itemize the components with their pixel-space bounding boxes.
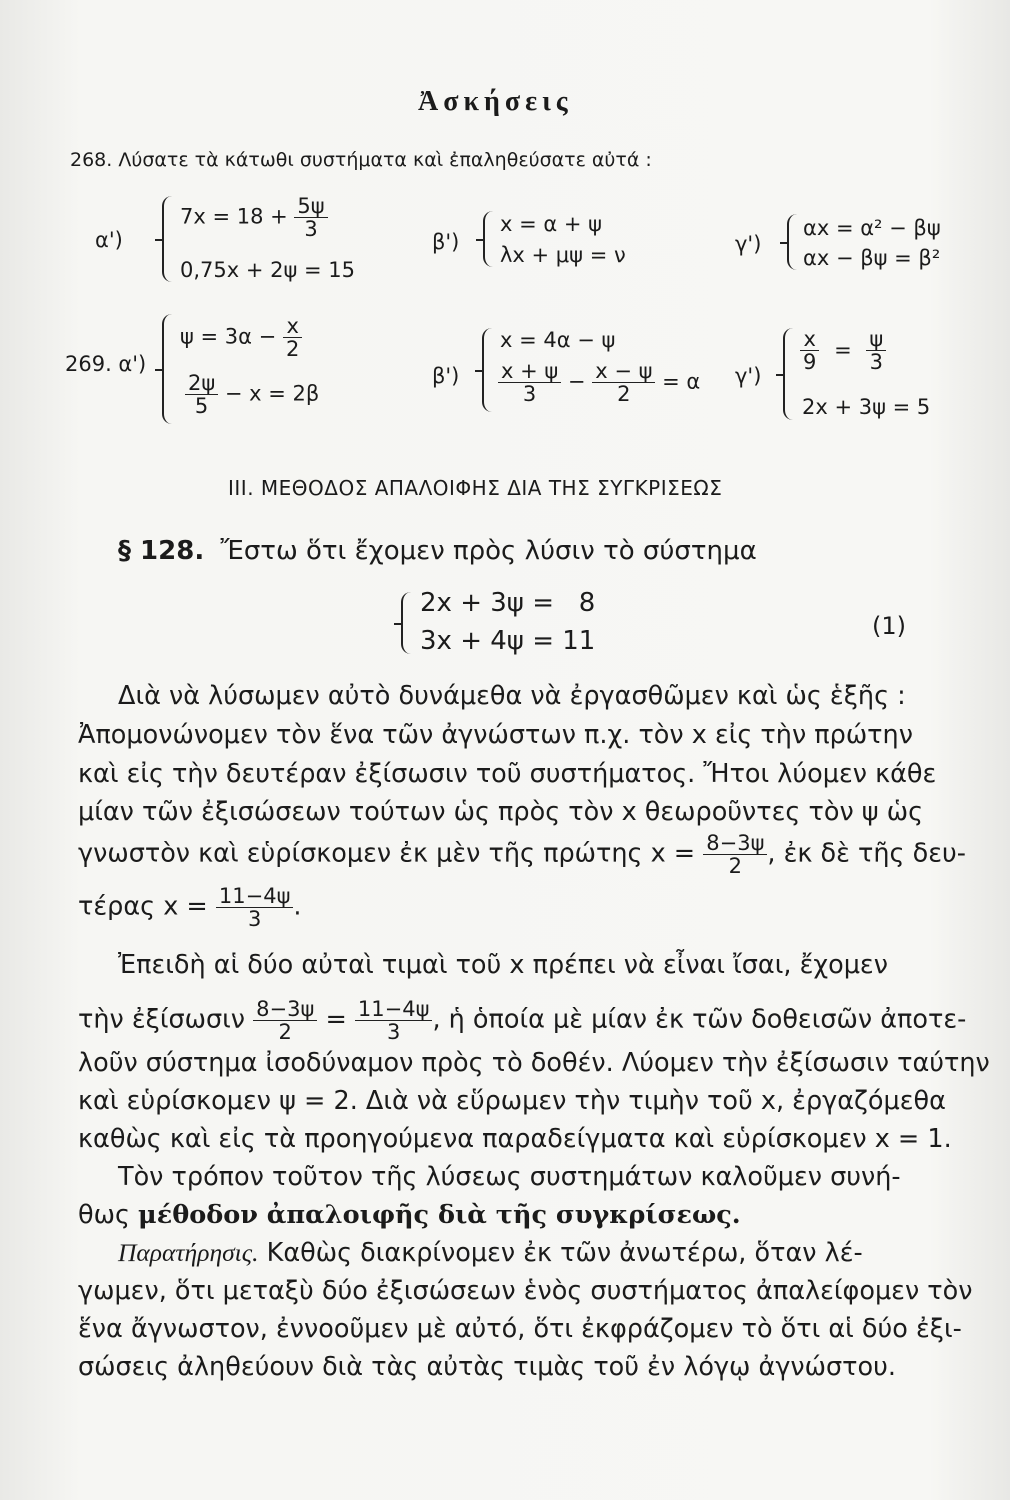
ex269-c-eq1-fraction-1 xyxy=(800,328,819,373)
fraction-numerator: x xyxy=(803,327,816,351)
fraction-denominator: 9 xyxy=(800,350,819,373)
body-line: μίαν τῶν ἐξισώσεων τούτων ὡς πρὸς τὸν x θεωροῦντες τὸν ψ ὡς xyxy=(78,797,924,827)
ex268-a-brace xyxy=(162,196,174,282)
ex269-a-eq1 xyxy=(180,315,302,360)
fraction-denominator: 2 xyxy=(592,382,655,405)
system-1-eq2: 3x + 4ψ = 11 xyxy=(420,626,596,656)
ex268-a-eq2: 0,75x + 2ψ = 15 xyxy=(180,258,356,282)
body-line: καθὼς καὶ εἰς τὰ προηγούμενα παραδείγματα καὶ εὑρίσκομεν x = 1. xyxy=(78,1124,952,1154)
body-line: καὶ εἰς τὴν δευτέραν ἐξίσωσιν τοῦ συστήματος. Ἤτοι λύομεν κάθε xyxy=(78,759,937,789)
body-line: ἕνα ἄγνωστον, ἐννοοῦμεν μὲ αὐτό, ὅτι ἐκφράζομεν τὸ ὅτι αἱ δύο ἐξι- xyxy=(78,1314,962,1344)
body-line: Τὸν τρόπον τοῦτον τῆς λύσεως συστημάτων καλοῦμεν συνή- xyxy=(118,1162,901,1192)
body-line-text: , ἡ ὁποία μὲ μίαν ἐκ τῶν δοθεισῶν ἀποτε- xyxy=(432,1004,967,1035)
body-line-text: τὴν ἐξίσωσιν xyxy=(78,1004,246,1035)
ex268-c-eq1: αx = α² − βψ xyxy=(803,216,941,240)
ex269-b-label: β') xyxy=(432,364,460,388)
body-line xyxy=(118,1234,918,1273)
body-line: λοῦν σύστημα ἰσοδύναμον πρὸς τὸ δοθέν. Λύομεν τὴν ἐξίσωσιν ταύτην xyxy=(78,1048,990,1078)
ex269-a-brace xyxy=(162,314,174,424)
body-line: Ἐπειδὴ αἱ δύο αὐταὶ τιμαὶ τοῦ x πρέπει νὰ εἶναι ἴσαι, ἔχομεν xyxy=(118,950,888,980)
ex268-a-eq1-fraction xyxy=(294,195,327,240)
body-line-text: , ἐκ δὲ τῆς δευ- xyxy=(767,838,966,869)
ex269-c-eq1 xyxy=(800,328,886,373)
body-line-text: γνωστὸν καὶ εὑρίσκομεν ἐκ μὲν τῆς πρώτης x = xyxy=(78,838,696,869)
ex268-c-brace xyxy=(787,214,797,270)
ex268-a-eq1 xyxy=(180,195,328,240)
body-line-text: θως xyxy=(78,1200,130,1230)
fraction-numerator: 5ψ xyxy=(297,194,325,218)
system-1-number: (1) xyxy=(872,612,906,640)
ex268-b-brace xyxy=(483,211,493,267)
ex269-label: 269. α') xyxy=(65,352,147,376)
ex269-b-eq2-fraction-2 xyxy=(592,360,655,405)
body-line-text: τέρας x = xyxy=(78,891,208,922)
remark-label: Παρατήρησις. xyxy=(118,1238,259,1267)
fraction-denominator: 3 xyxy=(498,382,561,405)
ex269-b-eq1: x = 4α − ψ xyxy=(500,328,616,352)
body-line: σώσεις ἀληθεύουν διὰ τὰς αὐτὰς τιμὰς τοῦ ἐν λόγῳ ἀγνώστου. xyxy=(78,1352,896,1382)
body-equals: = xyxy=(325,1004,347,1035)
system-1-brace xyxy=(401,592,413,654)
body-line xyxy=(78,1196,878,1235)
ex269-c-eq2: 2x + 3ψ = 5 xyxy=(802,395,931,419)
fraction-numerator: ψ xyxy=(869,327,884,351)
body-line-text: . xyxy=(293,891,302,922)
body-line xyxy=(78,831,966,879)
ex269-a-eq1-left: ψ = 3α − xyxy=(180,324,277,349)
fraction-numerator: 2ψ xyxy=(188,371,216,395)
ex269-c-eq1-fraction-2 xyxy=(866,328,886,373)
ex268-a-label: α') xyxy=(95,228,123,252)
ex268-b-eq2: λx + μψ = ν xyxy=(500,243,626,267)
section-heading: III. ΜΕΘΟΔΟΣ ΑΠΑΛΟΙΦΗΣ ΔΙΑ ΤΗΣ ΣΥΓΚΡΙΣΕΩΣ xyxy=(228,476,723,500)
body-line: καὶ εὑρίσκομεν ψ = 2. Διὰ νὰ εὕρωμεν τὴν τιμὴν τοῦ x, ἐργαζόμεθα xyxy=(78,1086,946,1116)
fraction-denominator: 2 xyxy=(283,337,302,360)
ex269-b-brace xyxy=(482,328,492,412)
ex269-c-eq1-equals: = xyxy=(834,337,852,362)
body-fraction xyxy=(703,832,767,877)
ex268-c-eq2: αx − βψ = β² xyxy=(803,246,941,270)
system-1-eq1: 2x + 3ψ = 8 xyxy=(420,588,596,618)
ex269-a-eq1-fraction xyxy=(283,315,302,360)
section-128-intro xyxy=(118,536,757,566)
ex269-b-eq2-fraction-1 xyxy=(498,360,561,405)
ex269-a-eq2-right: − x = 2β xyxy=(224,381,320,406)
fraction-denominator: 3 xyxy=(866,350,886,373)
fraction-denominator: 3 xyxy=(355,1020,433,1043)
exercises-title: Ἀσκήσεις xyxy=(418,86,573,117)
fraction-numerator: 11−4ψ xyxy=(357,997,430,1021)
section-128-mark: § 128. xyxy=(118,536,205,566)
body-line xyxy=(78,885,878,930)
body-line-text: Καθὼς διακρίνομεν ἐκ τῶν ἀνωτέρω, ὅταν λέ- xyxy=(266,1238,863,1268)
body-line: Διὰ νὰ λύσωμεν αὐτὸ δυνάμεθα νὰ ἐργασθῶμεν καὶ ὡς ἑξῆς : xyxy=(118,681,906,711)
fraction-numerator: x xyxy=(286,314,299,338)
section-128-intro-text: Ἔστω ὅτι ἔχομεν πρὸς λύσιν τὸ σύστημα xyxy=(220,536,757,566)
fraction-denominator: 3 xyxy=(216,907,294,930)
ex269-b-eq2 xyxy=(498,360,700,405)
ex269-c-brace xyxy=(783,328,793,420)
fraction-numerator: 8−3ψ xyxy=(706,831,765,855)
body-fraction xyxy=(216,885,294,930)
ex268-a-eq1-left: 7x = 18 + xyxy=(180,204,288,229)
body-line: Ἀπομονώνομεν τὸν ἕνα τῶν ἀγνώστων π.χ. τὸν x εἰς τὴν πρώτην xyxy=(78,720,913,750)
fraction-denominator: 3 xyxy=(294,217,327,240)
method-name-bold: μέθοδον ἀπαλοιφῆς διὰ τῆς συγκρίσεως. xyxy=(138,1200,741,1230)
ex269-b-eq2-right: = α xyxy=(662,369,701,394)
fraction-numerator: 8−3ψ xyxy=(256,997,315,1021)
ex269-c-label: γ') xyxy=(735,364,762,388)
fraction-numerator: x + ψ xyxy=(501,359,559,383)
body-line: γωμεν, ὅτι μεταξὺ δύο ἐξισώσεων ἑνὸς συστήματος ἀπαλείφομεν τὸν xyxy=(78,1276,973,1306)
fraction-denominator: 2 xyxy=(703,854,767,877)
fraction-denominator: 5 xyxy=(185,394,218,417)
body-fraction xyxy=(253,998,317,1043)
fraction-denominator: 2 xyxy=(253,1020,317,1043)
ex268-b-label: β') xyxy=(432,230,460,254)
body-fraction xyxy=(355,998,433,1043)
fraction-numerator: x − ψ xyxy=(595,359,653,383)
body-line xyxy=(78,997,967,1045)
exercise-268-prompt: 268. Λύσατε τὰ κάτωθι συστήματα καὶ ἐπαληθεύσατε αὐτά : xyxy=(70,149,652,171)
fraction-numerator: 11−4ψ xyxy=(218,884,291,908)
ex268-b-eq1: x = α + ψ xyxy=(500,212,603,236)
ex269-a-eq2-fraction xyxy=(185,372,218,417)
ex269-a-eq2 xyxy=(185,372,319,417)
ex268-c-label: γ') xyxy=(735,232,762,256)
ex269-b-eq2-minus: − xyxy=(567,369,586,394)
